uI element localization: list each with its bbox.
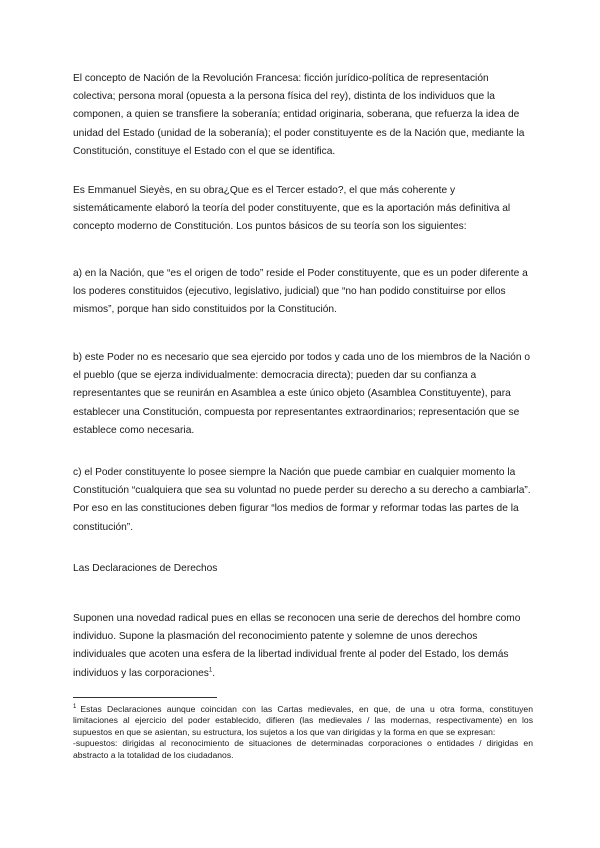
footnote-divider xyxy=(73,697,217,698)
paragraph-declarations: Suponen una novedad radical pues en ellas se reconocen una serie de derechos del hombre como individuo. Supone la plasmación del reconocimiento patente y solemne de unos derechos individuales que acoten una esfera de la libertad individual frente al poder del Estado, los demás individuos y las corporaciones$^1$. xyxy=(73,613,521,679)
paragraph-point-c: c) el Poder constituyente lo posee siempre la Nación que puede cambiar en cualquier momento la Constitución “cualquiera que sea su voluntad no puede perder su derecho a su derecho a cambiarla”. Por eso en las constituciones deben figurar “los medios de formar y reformar todas las partes de la constitución”. xyxy=(73,467,531,533)
paragraph-point-b: b) este Poder no es necesario que sea ejercido por todos y cada uno de los miembros de la Nación o el pueblo (que se ejerza individualmente: democracia directa); pueden dar su confianza a representantes que se reunirán en Asamblea a este único objeto (Asamblea Constituyente), para establecer una Constitución, compuesta por representantes extraordinarios; representación que se establece como necesaria. xyxy=(73,352,531,436)
paragraph-point-a: a) en la Nación, que “es el origen de todo” reside el Poder constituyente, que es un poder diferente a los poderes constituidos (ejecutivo, legislativo, judicial) que “no han podido constituirse por ellos mismos”, porque han sido constituidos por la Constitución. xyxy=(73,268,528,316)
paragraph-sieyes: Es Emmanuel Sieyès, en su obra¿Que es el Tercer estado?, el que más coherente y sistemáticamente elaboró la teoría del poder constituyente, que es la aportación más definitiva al concepto moderno de Constitución. Los puntos básicos de su teoría son los siguientes: xyxy=(73,185,511,233)
footnote-reference[interactable]: 1 xyxy=(208,667,213,674)
footnote-text: Estas Declaraciones aunque coincidan con las Cartas medievales, en que, de una u otra forma, constituyen limitaciones al ejercicio del poder establecido, difieren (las medievales / las modernas, respectivamente) en los supuestos en que se asientan, su estructura, los sujetos a los que van dirigidas y la forma en que se expresan: xyxy=(73,704,533,737)
footnote-line: -supuestos: dirigidas al reconocimiento de situaciones de determinadas corporaciones o entidades / dirigidas en abstracto a la totalidad de los ciudadanos. xyxy=(73,738,533,760)
footnote xyxy=(73,704,533,761)
paragraph-nation-concept: El concepto de Nación de la Revolución Francesa: ficción jurídico-política de representación colectiva; persona moral (opuesta a la persona física del rey), distinta de los individuos que la componen, a quien se transfiere la soberanía; entidad originaria, soberana, que refuerza la idea de unidad del Estado (unidad de la soberanía); el poder constituyente es de la Nación que, mediante la Constitución, constituye el Estado con el que se identifica. xyxy=(73,73,525,157)
footnote-line xyxy=(73,704,533,738)
paragraph-declarations-text: Suponen una novedad radical pues en ellas se reconocen una serie de derechos del hombre como individuo. Supone la plasmación del reconocimiento patente y solemne de unos derechos individuales que acoten una esfera de la libertad individual frente al poder del Estado, los demás individuos y las corporaciones xyxy=(73,613,521,679)
section-heading: Las Declaraciones de Derechos xyxy=(73,563,218,574)
footnote-number: 1 xyxy=(73,704,77,711)
